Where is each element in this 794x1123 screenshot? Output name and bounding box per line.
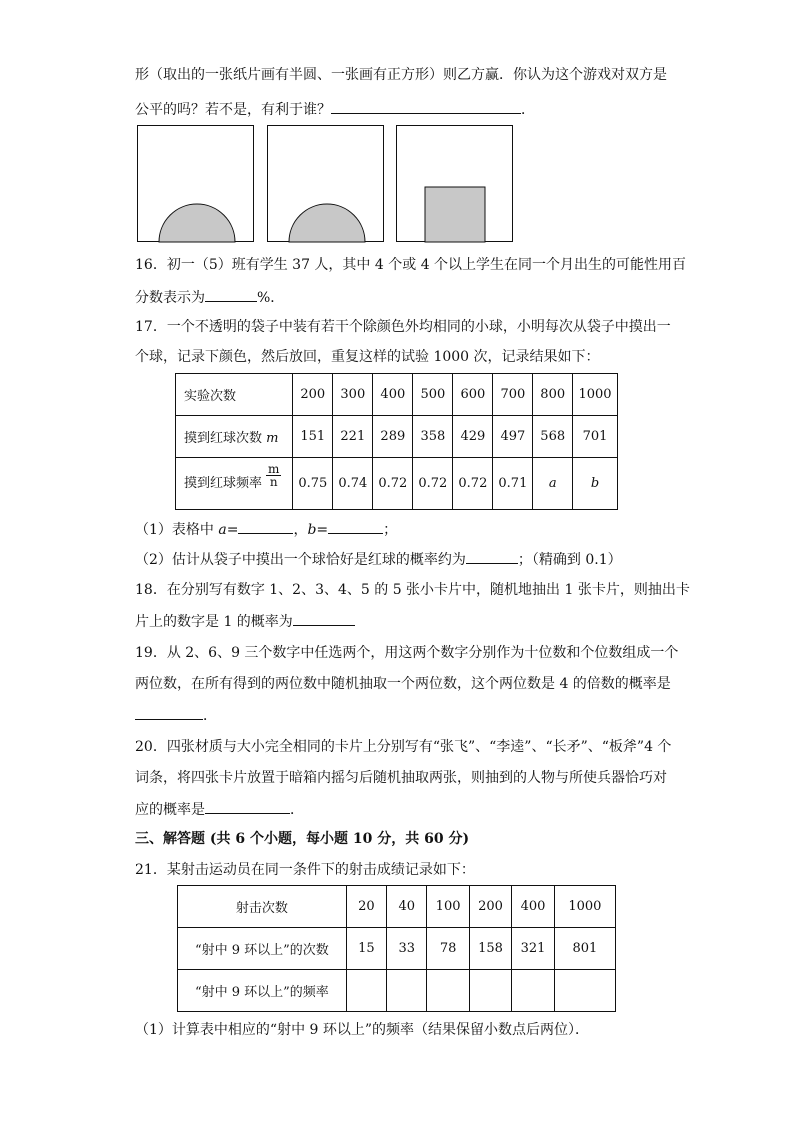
p16-line2 [135, 286, 284, 308]
table-cell: 158 [469, 928, 511, 970]
p21-row-frequency [178, 970, 616, 1012]
p17-row3-label: 摸到红球频率 [184, 476, 263, 491]
p17-q1-sep: ， [293, 522, 308, 538]
p17-row-red-count [176, 416, 618, 458]
p21-row3-label: “射中 9 环以上”的频率 [178, 970, 347, 1012]
table-cell: 0.71 [493, 458, 533, 510]
table-cell: 33 [387, 928, 427, 970]
table-cell: 0.72 [373, 458, 413, 510]
table-cell: 500 [413, 374, 453, 416]
table-cell: 321 [512, 928, 554, 970]
table-cell-empty[interactable] [346, 970, 386, 1012]
table-cell: 568 [533, 416, 573, 458]
table-cell: 1000 [554, 886, 615, 928]
table-cell: 0.75 [293, 458, 333, 510]
square-figure [397, 126, 514, 243]
table-cell: 200 [469, 886, 511, 928]
p15-answer-blank[interactable] [331, 98, 521, 114]
table-cell: 0.72 [453, 458, 493, 510]
p17-q1-eq-a: = [226, 522, 239, 538]
p21-row1-label: 射击次数 [178, 886, 347, 928]
table-cell-empty[interactable] [554, 970, 615, 1012]
table-cell: 497 [493, 416, 533, 458]
p19-line1: 19．从 2、6、9 三个数字中任选两个，用这两个数字分别作为十位数和个位数组成一个 [135, 645, 679, 661]
table-cell: 0.72 [413, 458, 453, 510]
p17-row-frequency [176, 458, 618, 510]
p16-answer-blank[interactable] [205, 286, 257, 302]
table-cell: 600 [453, 374, 493, 416]
table-cell-a: a [533, 458, 573, 510]
p17-row2-label: 摸到红球次数 [184, 431, 263, 446]
p21-line1: 21．某射击运动员在同一条件下的射击成绩记录如下： [135, 862, 475, 878]
table-cell-empty[interactable] [427, 970, 469, 1012]
p21-row-hits [178, 928, 616, 970]
p17-line1: 17．一个不透明的袋子中装有若干个除颜色外均相同的小球，小明每次从袋子中摸出一 [135, 319, 671, 335]
table-cell: 221 [333, 416, 373, 458]
fraction [266, 463, 281, 488]
p17-q2-blank[interactable] [466, 548, 518, 564]
table-cell: 100 [427, 886, 469, 928]
p17-row2-var: m [266, 431, 279, 446]
table-cell: 800 [533, 374, 573, 416]
table-cell: 1000 [573, 374, 618, 416]
table-cell-b: b [573, 458, 618, 510]
p17-q1 [135, 518, 397, 540]
table-cell: 289 [373, 416, 413, 458]
square-shape [425, 187, 485, 242]
table-cell: 358 [413, 416, 453, 458]
table-cell: 40 [387, 886, 427, 928]
table-cell: 400 [512, 886, 554, 928]
table-cell: 700 [493, 374, 533, 416]
p17-q1-eq-b: = [316, 522, 329, 538]
p16-line1: 16．初一（5）班有学生 37 人，其中 4 个或 4 个以上学生在同一个月出生的可能性用百 [135, 257, 687, 273]
table-cell: 0.74 [333, 458, 373, 510]
card-square [396, 125, 513, 242]
p17-row-trials [176, 374, 618, 416]
p15-line2-text: 公平的吗？若不是，有利于谁？ [135, 102, 331, 118]
p15-line1: 形（取出的一张纸片画有半圆、一张画有正方形）则乙方赢．你认为这个游戏对双方是 [135, 67, 667, 83]
p18-line1: 18．在分别写有数字 1、2、3、4、5 的 5 张小卡片中，随机地抽出 1 张卡片，则抽出卡 [135, 582, 690, 598]
p21-row2-label: “射中 9 环以上”的次数 [178, 928, 347, 970]
p17-q2 [135, 548, 622, 570]
p17-row3-label-cell [176, 458, 293, 510]
p20-line1: 20．四张材质与大小完全相同的卡片上分别写有“张飞”、“李逵”、“长矛”、“板斧”4 个 [135, 739, 672, 755]
p15-line2 [135, 98, 535, 120]
p20-line3 [135, 798, 304, 820]
p20-line2: 词条，将四张卡片放置于暗箱内摇匀后随机抽取两张，则抽到的人物与所使兵器恰巧对 [135, 770, 667, 786]
p19-line3 [135, 704, 217, 726]
card-semicircle-2 [267, 125, 384, 242]
p17-blank-b[interactable] [328, 518, 383, 534]
p18-line2-text: 片上的数字是 1 的概率为 [135, 614, 293, 630]
semicircle-figure [138, 126, 255, 243]
table-cell-empty[interactable] [387, 970, 427, 1012]
p19-line2: 两位数，在所有得到的两位数中随机抽取一个两位数，这个两位数是 4 的倍数的概率是 [135, 676, 671, 692]
table-cell: 151 [293, 416, 333, 458]
semicircle-figure [268, 126, 385, 243]
p16-line2-text: 分数表示为 [135, 290, 205, 306]
fraction-numerator: m [268, 462, 280, 476]
table-cell-empty[interactable] [469, 970, 511, 1012]
p21-q1: （1）计算表中相应的“射中 9 环以上”的频率（结果保留小数点后两位）． [135, 1022, 590, 1038]
table-cell: 801 [554, 928, 615, 970]
card-semicircle-1 [137, 125, 254, 242]
p16-line2-end: %． [257, 290, 285, 306]
p21-row-shots [178, 886, 616, 928]
table-cell: 20 [346, 886, 386, 928]
var-b: b [307, 522, 317, 538]
p20-line3-text: 应的概率是 [135, 802, 205, 818]
p17-row2-label-cell [176, 416, 293, 458]
p17-q2-text: （2）估计从袋子中摸出一个球恰好是红球的概率约为 [135, 552, 466, 568]
table-cell: 701 [573, 416, 618, 458]
var-a: a [218, 522, 227, 538]
p15-line2-end: ． [521, 102, 535, 118]
semicircle-shape [159, 204, 235, 242]
table-cell: 400 [373, 374, 413, 416]
section-title: 三、解答题 (共 6 个小题，每小题 10 分，共 60 分) [135, 831, 470, 847]
table-cell: 15 [346, 928, 386, 970]
p17-q2-end: ；（精确到 0.1） [517, 552, 622, 568]
p17-line2: 个球，记录下颜色，然后放回，重复这样的试验 1000 次，记录结果如下： [135, 349, 600, 365]
p19-line3-end: ． [203, 708, 217, 724]
p17-blank-a[interactable] [238, 518, 293, 534]
p17-table [175, 373, 618, 510]
semicircle-shape [289, 204, 365, 242]
table-cell: 78 [427, 928, 469, 970]
table-cell: 300 [333, 374, 373, 416]
table-cell: 429 [453, 416, 493, 458]
p21-table [177, 885, 616, 1012]
p20-answer-blank[interactable] [205, 798, 290, 814]
p17-q1-text: （1）表格中 [135, 522, 219, 538]
p18-answer-blank[interactable] [293, 610, 355, 626]
p20-line3-end: ． [290, 802, 304, 818]
p18-line2 [135, 610, 355, 632]
p19-answer-blank[interactable] [135, 704, 203, 720]
table-cell-empty[interactable] [512, 970, 554, 1012]
table-cell: 200 [293, 374, 333, 416]
p17-q1-end: ； [383, 522, 398, 538]
p17-row1-label: 实验次数 [176, 374, 293, 416]
fraction-denominator: n [269, 475, 278, 489]
